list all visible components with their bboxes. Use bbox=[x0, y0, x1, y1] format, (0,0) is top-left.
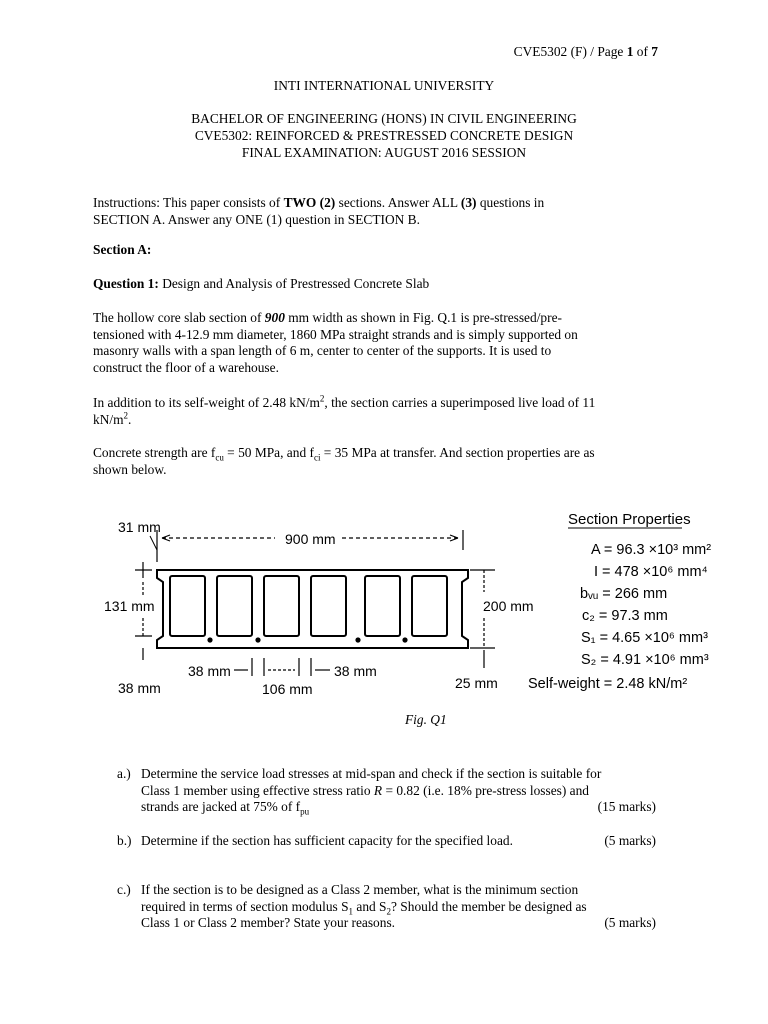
prop-s2: S₂ = 4.91 ×10⁶ mm³ bbox=[581, 652, 709, 668]
part-b-label: b.) bbox=[117, 833, 132, 848]
university-name: INTI INTERNATIONAL UNIVERSITY bbox=[273, 78, 495, 93]
question-1-title: Design and Analysis of Prestressed Concrete Slab bbox=[158, 276, 430, 291]
part-a-line-2-rest: = 0.82 (i.e. 18% pre-stress losses) and bbox=[382, 782, 589, 798]
p2-line2-a: kN/m bbox=[93, 411, 124, 427]
dim-900-label: 900 mm bbox=[285, 531, 336, 547]
page-header bbox=[514, 44, 658, 61]
p1-line-2: tensioned with 4-12.9 mm diameter, 1860 MPa straight strands and is simply supported on bbox=[93, 326, 578, 342]
p3-sub-cu: cu bbox=[215, 452, 224, 463]
p1-width-value: 900 bbox=[264, 310, 285, 325]
p3-text-a: Concrete strength are f bbox=[93, 445, 216, 460]
p3-line-2: shown below. bbox=[93, 461, 167, 477]
question-1-heading bbox=[93, 276, 693, 293]
dim-bottom bbox=[234, 658, 330, 676]
prop-s1: S₁ = 4.65 ×10⁶ mm³ bbox=[581, 630, 708, 646]
p2-line2-b: . bbox=[128, 411, 132, 427]
part-a-r-symbol: R bbox=[373, 782, 383, 798]
part-b-marks: (5 marks) bbox=[604, 833, 656, 848]
page-of: of bbox=[633, 44, 652, 59]
prop-web-width: bᵥᵤ = 266 mm bbox=[580, 586, 668, 602]
prop-inertia: I = 478 ×10⁶ mm⁴ bbox=[594, 564, 708, 580]
section-properties-title: Section Properties bbox=[568, 511, 691, 528]
p2-sup: 2 bbox=[319, 393, 325, 404]
prop-area: A = 96.3 ×10³ mm² bbox=[591, 542, 712, 558]
instr-text-3: questions in bbox=[476, 195, 545, 210]
instr-bold-1: TWO (2) bbox=[283, 195, 336, 210]
part-a bbox=[117, 766, 662, 818]
dim-200-label: 200 mm bbox=[483, 598, 534, 614]
p3-text-c: = 35 MPa at transfer. And section properties are as bbox=[320, 445, 595, 460]
dim-131-label: 131 mm bbox=[104, 598, 155, 614]
part-c-s2-sub: 2 bbox=[386, 906, 392, 917]
p2-line2-sup: 2 bbox=[123, 410, 129, 421]
slab-cores bbox=[170, 576, 447, 636]
instructions bbox=[93, 195, 693, 228]
instr-line-2: SECTION A. Answer any ONE (1) question in SECTION B. bbox=[93, 211, 420, 227]
p2-text-a: In addition to its self-weight of 2.48 kN/m bbox=[93, 395, 320, 410]
course-title: CVE5302: REINFORCED & PRESTRESSED CONCRETE DESIGN bbox=[194, 128, 574, 143]
strands bbox=[207, 637, 407, 642]
p1-text-c: mm width as shown in Fig. Q.1 is pre-stressed/pre- bbox=[284, 310, 562, 325]
part-b bbox=[117, 833, 662, 851]
part-c-label: c.) bbox=[117, 882, 131, 897]
part-a-sub: pu bbox=[300, 806, 310, 817]
part-a-label: a.) bbox=[117, 766, 131, 781]
instr-bold-2: (3) bbox=[460, 195, 477, 210]
exam-title: FINAL EXAMINATION: AUGUST 2016 SESSION bbox=[241, 145, 527, 160]
part-c bbox=[117, 882, 662, 934]
section-a-heading: Section A: bbox=[93, 242, 152, 257]
p3-sub-ci: ci bbox=[313, 452, 321, 463]
question-1-paragraph-2 bbox=[93, 395, 693, 428]
prop-self-weight: Self-weight = 2.48 kN/m² bbox=[528, 676, 688, 692]
part-c-line-2: required in terms of section modulus S bbox=[141, 898, 349, 914]
part-c-and: and S bbox=[353, 898, 387, 914]
p3-text-b: = 50 MPa, and f bbox=[223, 445, 314, 460]
part-c-marks: (5 marks) bbox=[604, 915, 656, 930]
part-a-line-2: Class 1 member using effective stress ratio bbox=[141, 782, 374, 798]
part-b-line-1: Determine if the section has sufficient capacity for the specified load. bbox=[141, 833, 513, 848]
part-c-line-2-rest: ? Should the member be designed as bbox=[391, 898, 587, 914]
dim-200 bbox=[470, 570, 495, 668]
part-a-marks: (15 marks) bbox=[597, 799, 656, 814]
p1-line-4: construct the floor of a warehouse. bbox=[93, 359, 279, 375]
part-c-s1-sub: 1 bbox=[348, 906, 354, 917]
dim-38-web-right-label: 38 mm bbox=[334, 663, 377, 679]
part-c-line-3: Class 1 or Class 2 member? State your reasons. bbox=[141, 915, 396, 930]
p1-text-a: The hollow core slab section of bbox=[93, 310, 265, 325]
hollow-core-slab-figure bbox=[0, 500, 768, 740]
dim-25-label: 25 mm bbox=[455, 675, 498, 691]
page-total: 7 bbox=[651, 44, 658, 59]
question-1-paragraph-3 bbox=[93, 445, 693, 478]
prop-c2: c₂ = 97.3 mm bbox=[582, 608, 668, 624]
dim-38-left-label: 38 mm bbox=[118, 680, 161, 696]
programme-title: BACHELOR OF ENGINEERING (HONS) IN CIVIL ENGINEERING bbox=[191, 111, 577, 126]
question-1-paragraph-1 bbox=[93, 310, 693, 376]
part-a-line-1: Determine the service load stresses at mid-span and check if the section is suitable for bbox=[141, 766, 602, 781]
part-a-line-3: strands are jacked at 75% of f bbox=[141, 799, 301, 814]
instr-text-2: sections. Answer ALL bbox=[335, 195, 461, 210]
figure-caption: Fig. Q1 bbox=[405, 712, 447, 727]
dim-106-label: 106 mm bbox=[262, 681, 313, 697]
page-label: CVE5302 (F) / Page bbox=[513, 44, 627, 59]
question-1-label: Question 1: bbox=[93, 276, 159, 291]
dim-31-label: 31 mm bbox=[118, 519, 161, 535]
instr-text-1: Instructions: This paper consists of bbox=[93, 195, 284, 210]
dim-38-web-left-label: 38 mm bbox=[188, 663, 231, 679]
p1-line-3: masonry walls with a span length of 6 m, center to center of the supports. It is used to bbox=[93, 343, 552, 358]
page-number: 1 bbox=[626, 44, 634, 59]
part-c-line-1: If the section is to be designed as a Class 2 member, what is the minimum section bbox=[141, 882, 579, 897]
p2-text-b: , the section carries a superimposed live load of 11 bbox=[324, 395, 596, 410]
